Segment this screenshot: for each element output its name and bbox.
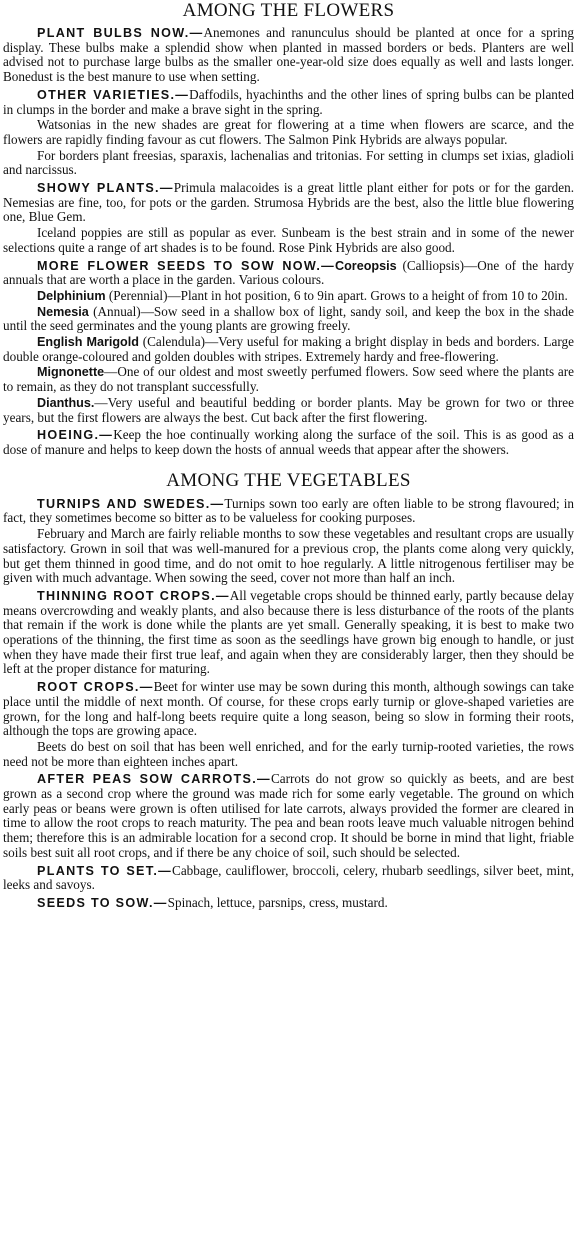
text-plants-to-set: Cabbage, cauliflower, broccoli, celery, rhubarb seedlings, silver beet, mint, leeks and savoys.: [3, 862, 575, 893]
paragraph-mignonette: [3, 365, 574, 394]
text-english-marigold: (Calendula)—Very useful for making a bright display in beds and borders. Large double orange-coloured and golden doubles with stripes. Extremely hardy and free-flowering.: [3, 334, 574, 364]
paragraph-english-marigold: [3, 335, 574, 364]
heading-plants-to-set: PLANTS TO SET.—: [37, 863, 173, 878]
paragraph-seeds-to-sow: [3, 896, 574, 911]
vegetables-section-title: AMONG THE VEGETABLES: [166, 469, 411, 491]
paragraph-showy-plants: [3, 181, 574, 225]
text-dianthus: —Very useful and beautiful bedding or border plants. May be grown for two or three years, but the first flowers are always the best. Cut back after the first flowering.: [3, 394, 574, 425]
text-turnips-swedes: Turnips sown too early are often liable to be strong flavoured; in fact, they sometimes become so bitter as to be valueless for cooking purposes.: [3, 495, 574, 526]
paragraph-iceland-poppies: Iceland poppies are still as popular as ever. Sunbeam is the best strain and in some of the newer selections quite a range of art shades is to be found. Rose Pink Hybrids are also good.: [3, 225, 574, 255]
heading-thinning-root-crops: THINNING ROOT CROPS.—: [37, 588, 230, 603]
paragraph-after-peas: [3, 772, 574, 860]
paragraph-borders: For borders plant freesias, sparaxis, lachenalias and tritonias. For setting in clumps set ixias, gladioli and narcissus.: [3, 147, 574, 178]
heading-other-varieties: OTHER VARIETIES.—: [37, 87, 190, 102]
heading-showy-plants: SHOWY PLANTS.—: [37, 181, 174, 196]
subheading-delphinium: Delphinium: [37, 288, 106, 303]
paragraph-february-march: February and March are fairly reliable months to sow these vegetables and resultant crops are usually satisfactory. Grown in soil that was well-manured for a previous crop, the plants come along very quickly, but get them thinned in good time, and do not omit to hoe regularly. A little nitrogenous fertiliser may be given with much advantage. When sowing the seed, cover not more than half an inch.: [3, 526, 574, 586]
heading-after-peas: AFTER PEAS SOW CARROTS.—: [37, 772, 271, 787]
paragraph-other-varieties: [3, 88, 574, 117]
paragraph-plants-to-set: [3, 864, 574, 893]
heading-more-flower-seeds: MORE FLOWER SEEDS TO SOW NOW.—: [37, 258, 336, 273]
text-hoeing: Keep the hoe continually working along the surface of the soil. This is as good as a dose of manure and helps to keep down the hosts of annual weeds that appear after the showers.: [3, 427, 574, 457]
text-thinning-root-crops: All vegetable crops should be thinned early, partly because delay means overcrowding and weakly plants, and also because there is less disturbance of the roots of the plants that remain if the work is done while the plants are yet small. Generally speaking, it is best to make two operations of the thinning, the first time as soon as the seedlings have grown big enough to handle, or just when they have made their first true leaf, and again when they are considerably larger, then they should be left at the proper distance for maturing.: [3, 587, 574, 677]
flowers-section-title: AMONG THE FLOWERS: [182, 0, 395, 21]
text-after-peas: Carrots do not grow so quickly as beets, and are best grown as a second crop where the ground was made rich for some early vegetable. The ground on which early peas or beans were grown is often utilised for late carrots, always provided the former are cleared in time to allow the root crops to reach maturity. The pea and bean roots leave much valuable nitrogen behind them; therefore this is an admirable location for a second crop. It should be borne in mind that light, friable soils best suit all root crops, and if there be any choice of soil, such should be selected.: [3, 771, 574, 860]
subheading-coreopsis: Coreopsis: [335, 258, 397, 273]
paragraph-turnips-swedes: [3, 497, 574, 526]
subheading-mignonette: Mignonette: [37, 365, 105, 380]
text-nemesia: (Annual)—Sow seed in a shallow box of light, sandy soil, and keep the box in the shade until the seed germinates and the young plants are growing freely.: [3, 303, 574, 334]
heading-seeds-to-sow: SEEDS TO SOW.—: [37, 895, 168, 910]
heading-hoeing: HOEING.—: [37, 428, 114, 443]
paragraph-delphinium: [3, 289, 574, 304]
subheading-english-marigold: English Marigold: [37, 335, 139, 350]
heading-turnips-swedes: TURNIPS AND SWEDES.—: [37, 496, 225, 511]
text-plant-bulbs: Anemones and ranunculus should be planted at once for a spring display. These bulbs make a splendid show when planted in massed borders or beds. Planters are well advised not to purchase large bulbs as the smaller one-year-old size does equally as well and lasts longer. Bonedust is the best manure to use when setting.: [3, 25, 574, 85]
subheading-nemesia: Nemesia: [37, 304, 89, 319]
text-showy-plants: Primula malacoides is a great little plant either for pots or for the garden. Nemesias are fine, too, for pots or the garden. Strumosa Hybrids are the best, also the little blue flowering one, Blue Gem.: [3, 180, 574, 225]
text-seeds-to-sow: Spinach, lettuce, parsnips, cress, mustard.: [167, 894, 388, 910]
subheading-dianthus: Dianthus.: [37, 395, 95, 410]
paragraph-nemesia: [3, 305, 574, 334]
paragraph-watsonias: Watsonias in the new shades are great for flowering at a time when flowers are scarce, and the flowers are rapidly finding favour as cut flowers. The Salmon Pink Hybrids are always popular.: [3, 117, 574, 147]
paragraph-thinning-root-crops: [3, 589, 574, 677]
paragraph-root-crops: [3, 680, 574, 739]
text-other-varieties: Daffodils, hyachinths and the other lines of spring bulbs can be planted in clumps in the border and make a brave sight in the spring.: [3, 86, 574, 117]
heading-root-crops: ROOT CROPS.—: [37, 680, 154, 695]
paragraph-beets: Beets do best on soil that has been well enriched, and for the early turnip-rooted varieties, the rows need not be more than eighteen inches apart.: [3, 738, 574, 769]
text-coreopsis: (Calliopsis)—One of the hardy annuals that are worth a place in the garden. Various colours.: [3, 257, 574, 288]
paragraph-dianthus: [3, 396, 574, 425]
heading-plant-bulbs: PLANT BULBS NOW.—: [37, 26, 204, 40]
text-mignonette: —One of our oldest and most sweetly perfumed flowers. Sow seed where the plants are to remain, as they do not transplant successfully.: [3, 364, 574, 395]
text-delphinium: (Perennial)—Plant in hot position, 6 to 9in apart. Grows to a height of from 10 to 20in.: [105, 287, 568, 303]
text-root-crops: Beet for winter use may be sown during this month, although sowings can take place until the middle of next month. Of course, for these crops early turnip or glove-shaped varieties are grown, for the long and half-long beets require quite a long season, being so slow in forming their roots, although the tops are growing apace.: [3, 679, 574, 739]
paragraph-hoeing: [3, 428, 574, 457]
paragraph-more-flower-seeds: [3, 259, 574, 288]
paragraph-plant-bulbs: [3, 26, 574, 85]
